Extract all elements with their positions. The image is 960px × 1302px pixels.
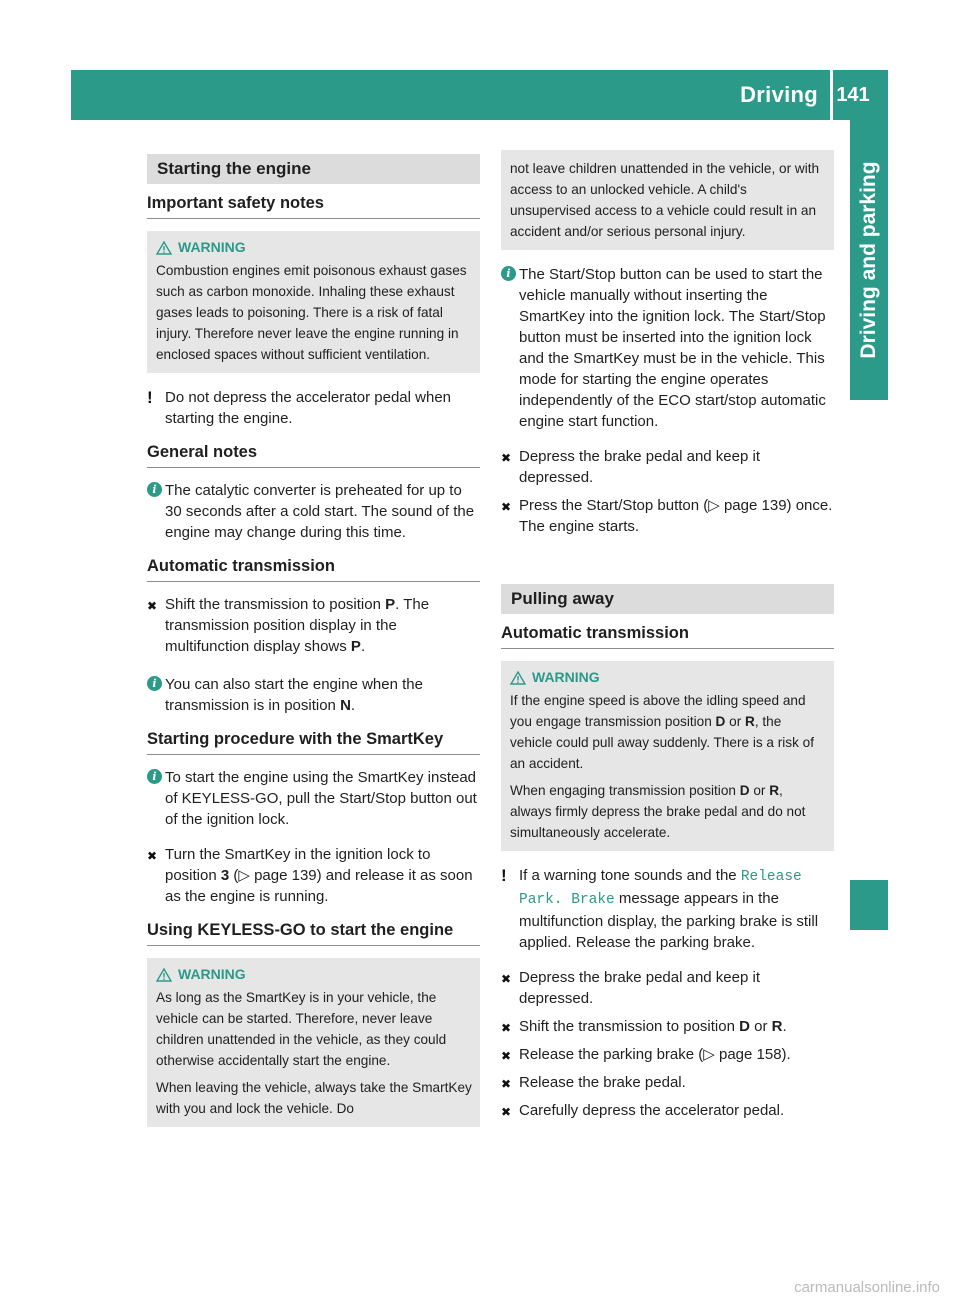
instruction-step: ✖ Depress the brake pedal and keep it depressed. [501, 448, 760, 486]
step-arrow-icon: ✖ [501, 500, 512, 514]
instruction-step: ✖ Release the brake pedal. [501, 1072, 834, 1093]
instruction-step: ✖ Shift the transmission to position P. The transmission position display in the multifunction display shows P. [147, 596, 430, 655]
warning-triangle-icon [156, 241, 172, 255]
instruction-step: ✖ Press the Start/Stop button (▷ page 139) once. The engine starts. [501, 497, 833, 535]
left-column [147, 150, 480, 1141]
page-number: 141 [836, 84, 870, 106]
warning-title: WARNING [156, 964, 472, 985]
warning-text: As long as the SmartKey is in your vehicle, the vehicle can be started. Therefore, never leave children unattended in the vehicle, as they could otherwise accidentally start the engine. [156, 990, 447, 1068]
info-icon: i [147, 482, 162, 497]
warning-box [501, 661, 834, 851]
right-column [501, 150, 834, 1128]
heading-automatic-transmission: Automatic transmission [501, 624, 834, 649]
watermark: carmanualsonline.info [794, 1279, 940, 1296]
warning-box-continued [501, 150, 834, 250]
section-title: Starting the engine [147, 154, 480, 184]
info-icon: i [501, 266, 516, 281]
side-tab-marker [850, 880, 888, 930]
info-note: i To start the engine using the SmartKey instead of KEYLESS-GO, pull the Start/Stop button out of the ignition lock. [147, 767, 480, 830]
warning-text: not leave children unattended in the vehicle, or with access to an unlocked vehicle. A child's unsupervised access to a vehicle could result in an accident and/or serious personal injury. [510, 161, 820, 239]
instruction-step: ✖ Turn the SmartKey in the ignition lock to position 3 (▷ page 139) and release it as soon as the engine is running. [147, 846, 473, 905]
step-arrow-icon: ✖ [501, 1105, 512, 1119]
step-arrow-icon: ✖ [501, 451, 512, 465]
caution-note: ! Do not depress the accelerator pedal when starting the engine. [147, 388, 452, 427]
heading-safety-notes: Important safety notes [147, 194, 480, 219]
step-arrow-icon: ✖ [501, 1077, 512, 1091]
warning-box [147, 231, 480, 373]
warning-text: If the engine speed is above the idling speed and you engage transmission position D or R, the vehicle could pull away suddenly. There is a risk of an accident. [510, 693, 815, 771]
display-message: Release Park. Brake [519, 869, 802, 908]
exclamation-icon: ! [501, 866, 507, 885]
instruction-step: ✖ Depress the brake pedal and keep it depressed. [501, 969, 760, 1007]
warning-box [147, 958, 480, 1127]
side-tab-label: Driving and parking [857, 161, 880, 359]
warning-text: Combustion engines emit poisonous exhaust gases such as carbon monoxide. Inhaling these exhaust gases leads to poisoning. There is a risk of fatal injury. Therefore never leave the engine running in enclosed spaces without sufficient ventilation. [156, 263, 467, 362]
step-arrow-icon: ✖ [501, 972, 512, 986]
heading-smartkey: Starting procedure with the SmartKey [147, 730, 480, 755]
caution-note: ! If a warning tone sounds and the Release Park. Brake message appears in the multifunction display, the parking brake is still applied. Release the parking brake. [501, 866, 819, 951]
step-arrow-icon: ✖ [147, 849, 158, 863]
warning-title: WARNING [510, 667, 826, 688]
header-bar [71, 70, 888, 120]
chapter-title: Driving [740, 82, 818, 107]
info-note: i You can also start the engine when the transmission is in position N. [147, 674, 480, 716]
step-arrow-icon: ✖ [147, 599, 158, 613]
warning-title: WARNING [156, 237, 472, 258]
instruction-step: ✖ Carefully depress the accelerator pedal. [501, 1100, 834, 1121]
info-icon: i [147, 676, 162, 691]
section-title: Pulling away [501, 584, 834, 614]
instruction-step: ✖ Release the parking brake (▷ page 158). [501, 1044, 834, 1065]
info-note: i The Start/Stop button can be used to start the vehicle manually without inserting the SmartKey into the ignition lock. The Start/Stop button must be inserted into the ignition lock and the SmartKey must be in the vehicle. This mode for starting the engine operates independently of the ECO start/stop automatic engine start function. [501, 264, 834, 432]
exclamation-icon: ! [147, 388, 153, 407]
footer [0, 1268, 960, 1302]
warning-triangle-icon [156, 968, 172, 982]
heading-keyless-go: Using KEYLESS-GO to start the engine [147, 921, 480, 946]
heading-general-notes: General notes [147, 443, 480, 468]
heading-automatic-transmission: Automatic transmission [147, 557, 480, 582]
instruction-step: ✖ Shift the transmission to position D or R. [501, 1016, 834, 1037]
step-arrow-icon: ✖ [501, 1049, 512, 1063]
warning-text: When engaging transmission position D or R, always firmly depress the brake pedal and do not simultaneously accelerate. [510, 783, 806, 840]
warning-text: When leaving the vehicle, always take the SmartKey with you and lock the vehicle. Do [156, 1080, 472, 1116]
info-icon: i [147, 769, 162, 784]
info-note: i The catalytic converter is preheated for up to 30 seconds after a cold start. The sound of the engine may change during this time. [147, 480, 480, 543]
warning-triangle-icon [510, 671, 526, 685]
step-arrow-icon: ✖ [501, 1021, 512, 1035]
